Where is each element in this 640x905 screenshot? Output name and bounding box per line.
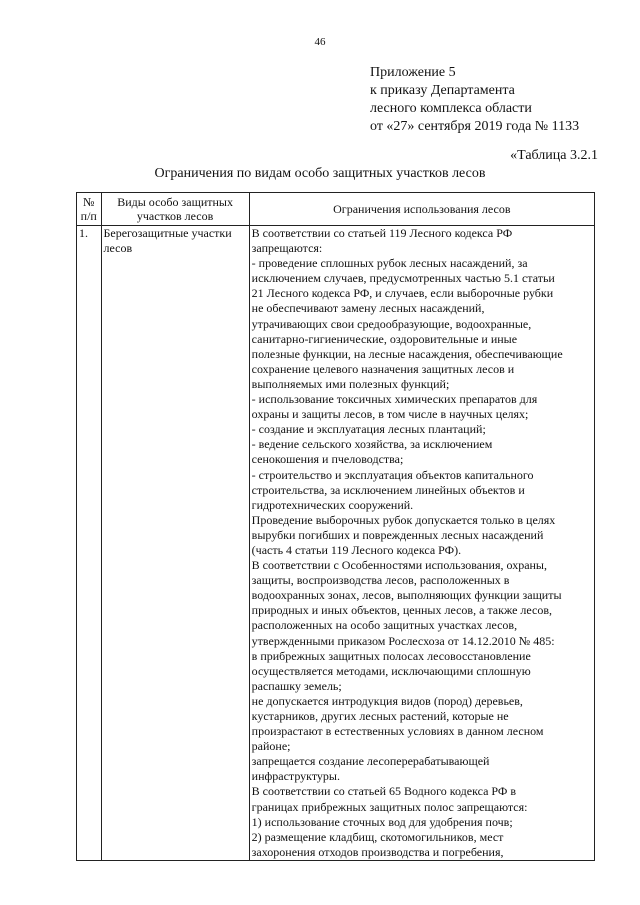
document-title: Ограничения по видам особо защитных участков лесов (154, 166, 486, 181)
table-header-row (77, 193, 595, 226)
header-kind-line: участков лесов (136, 209, 214, 223)
restrictions-text-line: сохранение целевого назначения защитных лесов и (251, 361, 515, 376)
restrictions-text-line: запрещаются: (251, 241, 323, 256)
appendix-block (370, 64, 579, 136)
restrictions-text-line: не допускается интродукция видов (пород) деревьев, (251, 693, 523, 708)
restrictions-text-line: - проведение сплошных рубок лесных насаждений, за (251, 256, 528, 271)
restrictions-text-line: вырубки погибших и поврежденных лесных насаждений (251, 527, 544, 542)
restrictions-text-line: - создание и эксплуатация лесных плантаций; (251, 422, 486, 437)
restrictions-text-line: полезные функции, на лесные насаждения, обеспечивающие (251, 346, 563, 361)
restrictions-text-line: 1) использование сточных вод для удобрения почв; (251, 814, 513, 829)
restrictions-text-line: - ведение сельского хозяйства, за исключением (251, 437, 493, 452)
restrictions-text-line: защиты, воспроизводства лесов, расположенных в (251, 573, 510, 588)
row-restrictions (249, 226, 594, 861)
header-number (77, 193, 102, 226)
restrictions-text-line: расположенных на особо защитных участках лесов, (251, 618, 518, 633)
header-kind (101, 193, 249, 226)
restrictions-text-line: - использование токсичных химических препаратов для (251, 392, 538, 407)
restrictions-text-line: сенокошения и пчеловодства; (251, 452, 404, 467)
appendix-line: лесного комплекса области (370, 101, 532, 116)
header-restrictions: Ограничения использования лесов (249, 193, 594, 226)
header-kind-line: Виды особо защитных (117, 195, 233, 209)
restrictions-text-line: гидротехнических сооружений. (251, 497, 414, 512)
restrictions-text-line: захоронения отходов производства и погребения, (251, 844, 504, 859)
appendix-line: к приказу Департамента (370, 83, 515, 98)
restrictions-text-line: утрачивающих свои средообразующие, водоохранные, (251, 316, 532, 331)
restrictions-text-line: не обеспечивают замену лесных насаждений, (251, 301, 485, 316)
restrictions-text-line: распашку земель; (251, 678, 342, 693)
restrictions-text-line: строительства, за исключением линейных объектов и (251, 482, 525, 497)
restrictions-text-line: инфраструктуры. (251, 769, 340, 784)
restrictions-text-line: В соответствии со статьей 119 Лесного кодекса РФ (251, 226, 513, 240)
restrictions-text-line: (часть 4 статьи 119 Лесного кодекса РФ). (251, 542, 462, 557)
restrictions-text-line: кустарников, других лесных растений, которые не (251, 709, 509, 723)
restrictions-text-line: районе; (251, 739, 291, 754)
appendix-line: Приложение 5 (370, 65, 456, 80)
restrictions-text-line: произрастают в естественных условиях в данном лесном (251, 724, 544, 739)
restrictions-text-line: 21 Лесного кодекса РФ, и случаев, если выборочные рубки (251, 286, 554, 301)
restrictions-text-line: границах прибрежных защитных полос запрещаются: (251, 799, 528, 814)
page-number: 46 (314, 36, 326, 48)
header-number-line: № (83, 195, 95, 209)
header-number-line: п/п (80, 209, 97, 223)
restrictions-text-line: санитарно-гигиенические, оздоровительные и иные (251, 331, 518, 346)
table-reference: «Таблица 3.2.1 (510, 148, 598, 163)
restrictions-text-line: охраны и защиты лесов, в том числе в научных целях; (251, 407, 529, 422)
restrictions-text-line: В соответствии со статьей 65 Водного кодекса РФ в (251, 784, 517, 799)
restrictions-text-line: Проведение выборочных рубок допускается только в целях (251, 512, 556, 527)
restrictions-text-line: - строительство и эксплуатация объектов капитального (251, 467, 534, 482)
restrictions-text-line: 2) размещение кладбищ, скотомогильников, мест (251, 829, 504, 844)
restrictions-text-line: выполняемых ими полезных функций; (251, 376, 450, 391)
table-row (77, 226, 595, 861)
restrictions-text-line: В соответствии с Особенностями использования, охраны, (251, 558, 547, 573)
row-kind: Берегозащитные участки лесов (101, 226, 249, 861)
restrictions-text-line: в прибрежных защитных полосах лесовосстановление (251, 648, 531, 663)
restrictions-text-line: природных и иных объектов, ценных лесов, а также лесов, (251, 603, 553, 618)
restrictions-text-line: осуществляется методами, исключающими сплошную (251, 663, 531, 678)
restrictions-text-line: водоохранных зонах, лесов, выполняющих функции защиты (251, 588, 562, 603)
row-number: 1. (77, 226, 102, 861)
restrictions-table (76, 192, 595, 861)
restrictions-text-line: исключением случаев, предусмотренных частью 5.1 статьи (251, 271, 555, 286)
appendix-line: от «27» сентября 2019 года № 1133 (370, 119, 580, 134)
restrictions-text-line: запрещается создание лесоперерабатывающей (251, 754, 490, 769)
restrictions-text-line: утвержденными приказом Рослесхоза от 14.12.2010 № 485: (251, 633, 555, 648)
